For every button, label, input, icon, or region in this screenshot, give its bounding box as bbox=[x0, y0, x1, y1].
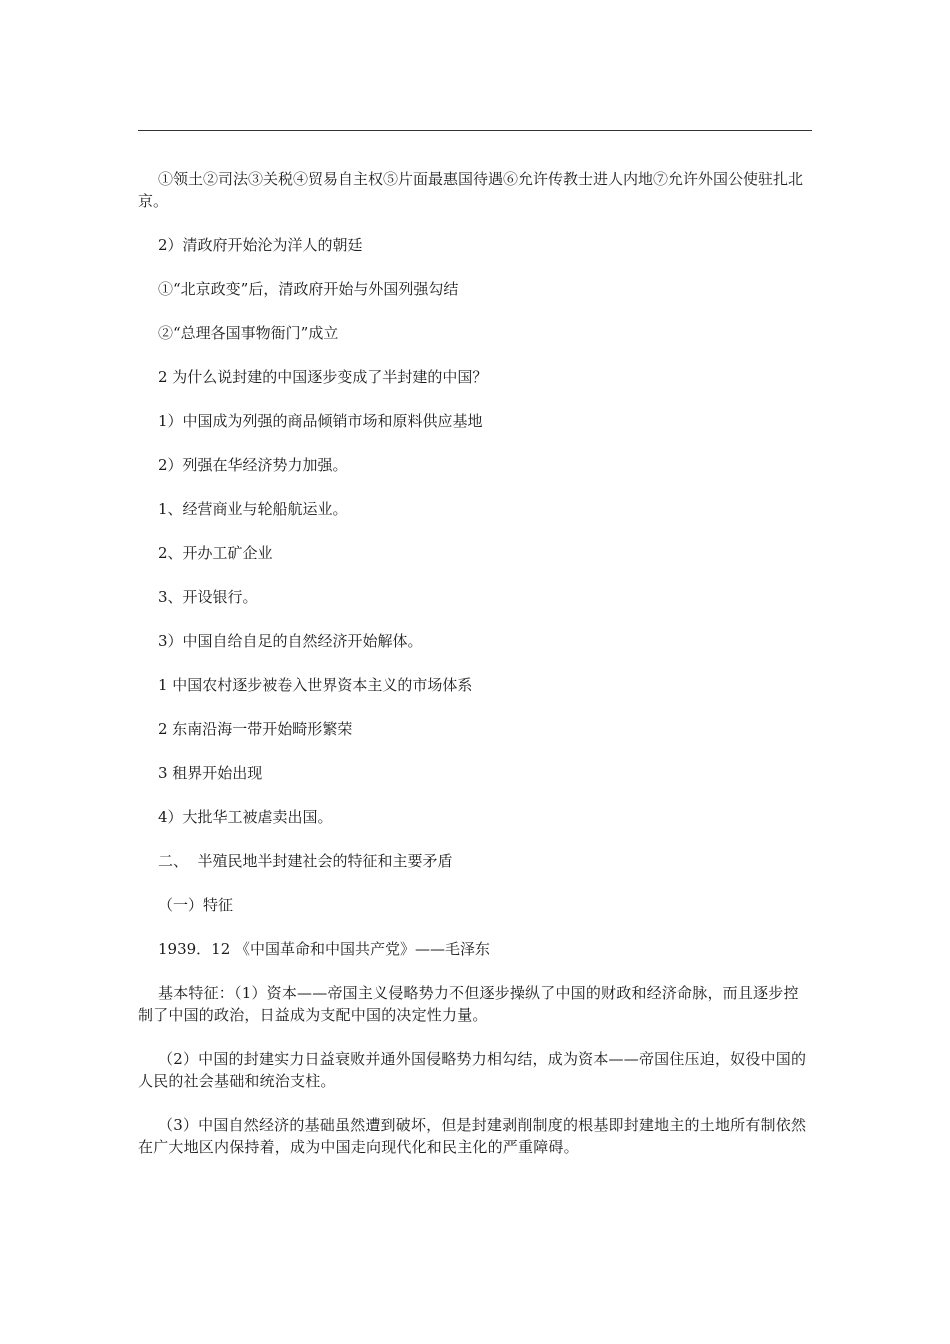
paragraph-basic-feature-3: （3）中国自然经济的基础虽然遭到破坏，但是封建剥削制度的根基即封建地主的土地所有制依然在广大地区内保持着，成为中国走向现代化和民主化的严重障碍。 bbox=[138, 1116, 807, 1156]
paragraph-economic-power: 2）列强在华经济势力加强。 bbox=[158, 456, 348, 474]
subsection-heading-features: （一）特征 bbox=[158, 896, 234, 914]
paragraph-basic-feature-2: （2）中国的封建实力日益衰败并通外国侵略势力相勾结，成为资本——帝国住压迫，奴役中国的人民的社会基础和统治支柱。 bbox=[138, 1050, 807, 1090]
paragraph-mining: 2、开办工矿企业 bbox=[158, 544, 273, 562]
paragraph-shipping: 1、经营商业与轮船航运业。 bbox=[158, 500, 348, 518]
paragraph-natural-economy: 3）中国自给自足的自然经济开始解体。 bbox=[158, 632, 423, 650]
paragraph-zongli-yamen: ②“总理各国事物衙门”成立 bbox=[158, 324, 339, 342]
header-rule bbox=[138, 130, 812, 131]
paragraph-dumping-market: 1）中国成为列强的商品倾销市场和原料供应基地 bbox=[158, 412, 483, 430]
paragraph-concessions: 3 租界开始出现 bbox=[158, 764, 263, 782]
paragraph-citation: 1939．12 《中国革命和中国共产党》——毛泽东 bbox=[158, 940, 491, 958]
paragraph-coolie-trade: 4）大批华工被虐卖出国。 bbox=[158, 808, 333, 826]
paragraph-qing-court: 2）清政府开始沦为洋人的朝廷 bbox=[158, 236, 363, 254]
paragraph-beijing-coup: ①“北京政变”后，清政府开始与外国列强勾结 bbox=[158, 280, 459, 298]
paragraph-question-semi-feudal: 2 为什么说封建的中国逐步变成了半封建的中国？ bbox=[158, 368, 488, 386]
paragraph-coastal-prosperity: 2 东南沿海一带开始畸形繁荣 bbox=[158, 720, 353, 738]
paragraph-rights-list: ①领土②司法③关税④贸易自主权⑤片面最惠国待遇⑥允许传教士进人内地⑦允许外国公使驻扎北京。 bbox=[138, 170, 804, 210]
document-body bbox=[138, 168, 812, 1180]
paragraph-banks: 3、开设银行。 bbox=[158, 588, 258, 606]
section-heading-features: 二、 半殖民地半封建社会的特征和主要矛盾 bbox=[158, 852, 453, 870]
paragraph-rural-market: 1 中国农村逐步被卷入世界资本主义的市场体系 bbox=[158, 676, 473, 694]
paragraph-basic-feature-1: 基本特征：（1）资本——帝国主义侵略势力不但逐步操纵了中国的财政和经济命脉，而且逐步控制了中国的政治，日益成为支配中国的决定性力量。 bbox=[138, 984, 799, 1024]
